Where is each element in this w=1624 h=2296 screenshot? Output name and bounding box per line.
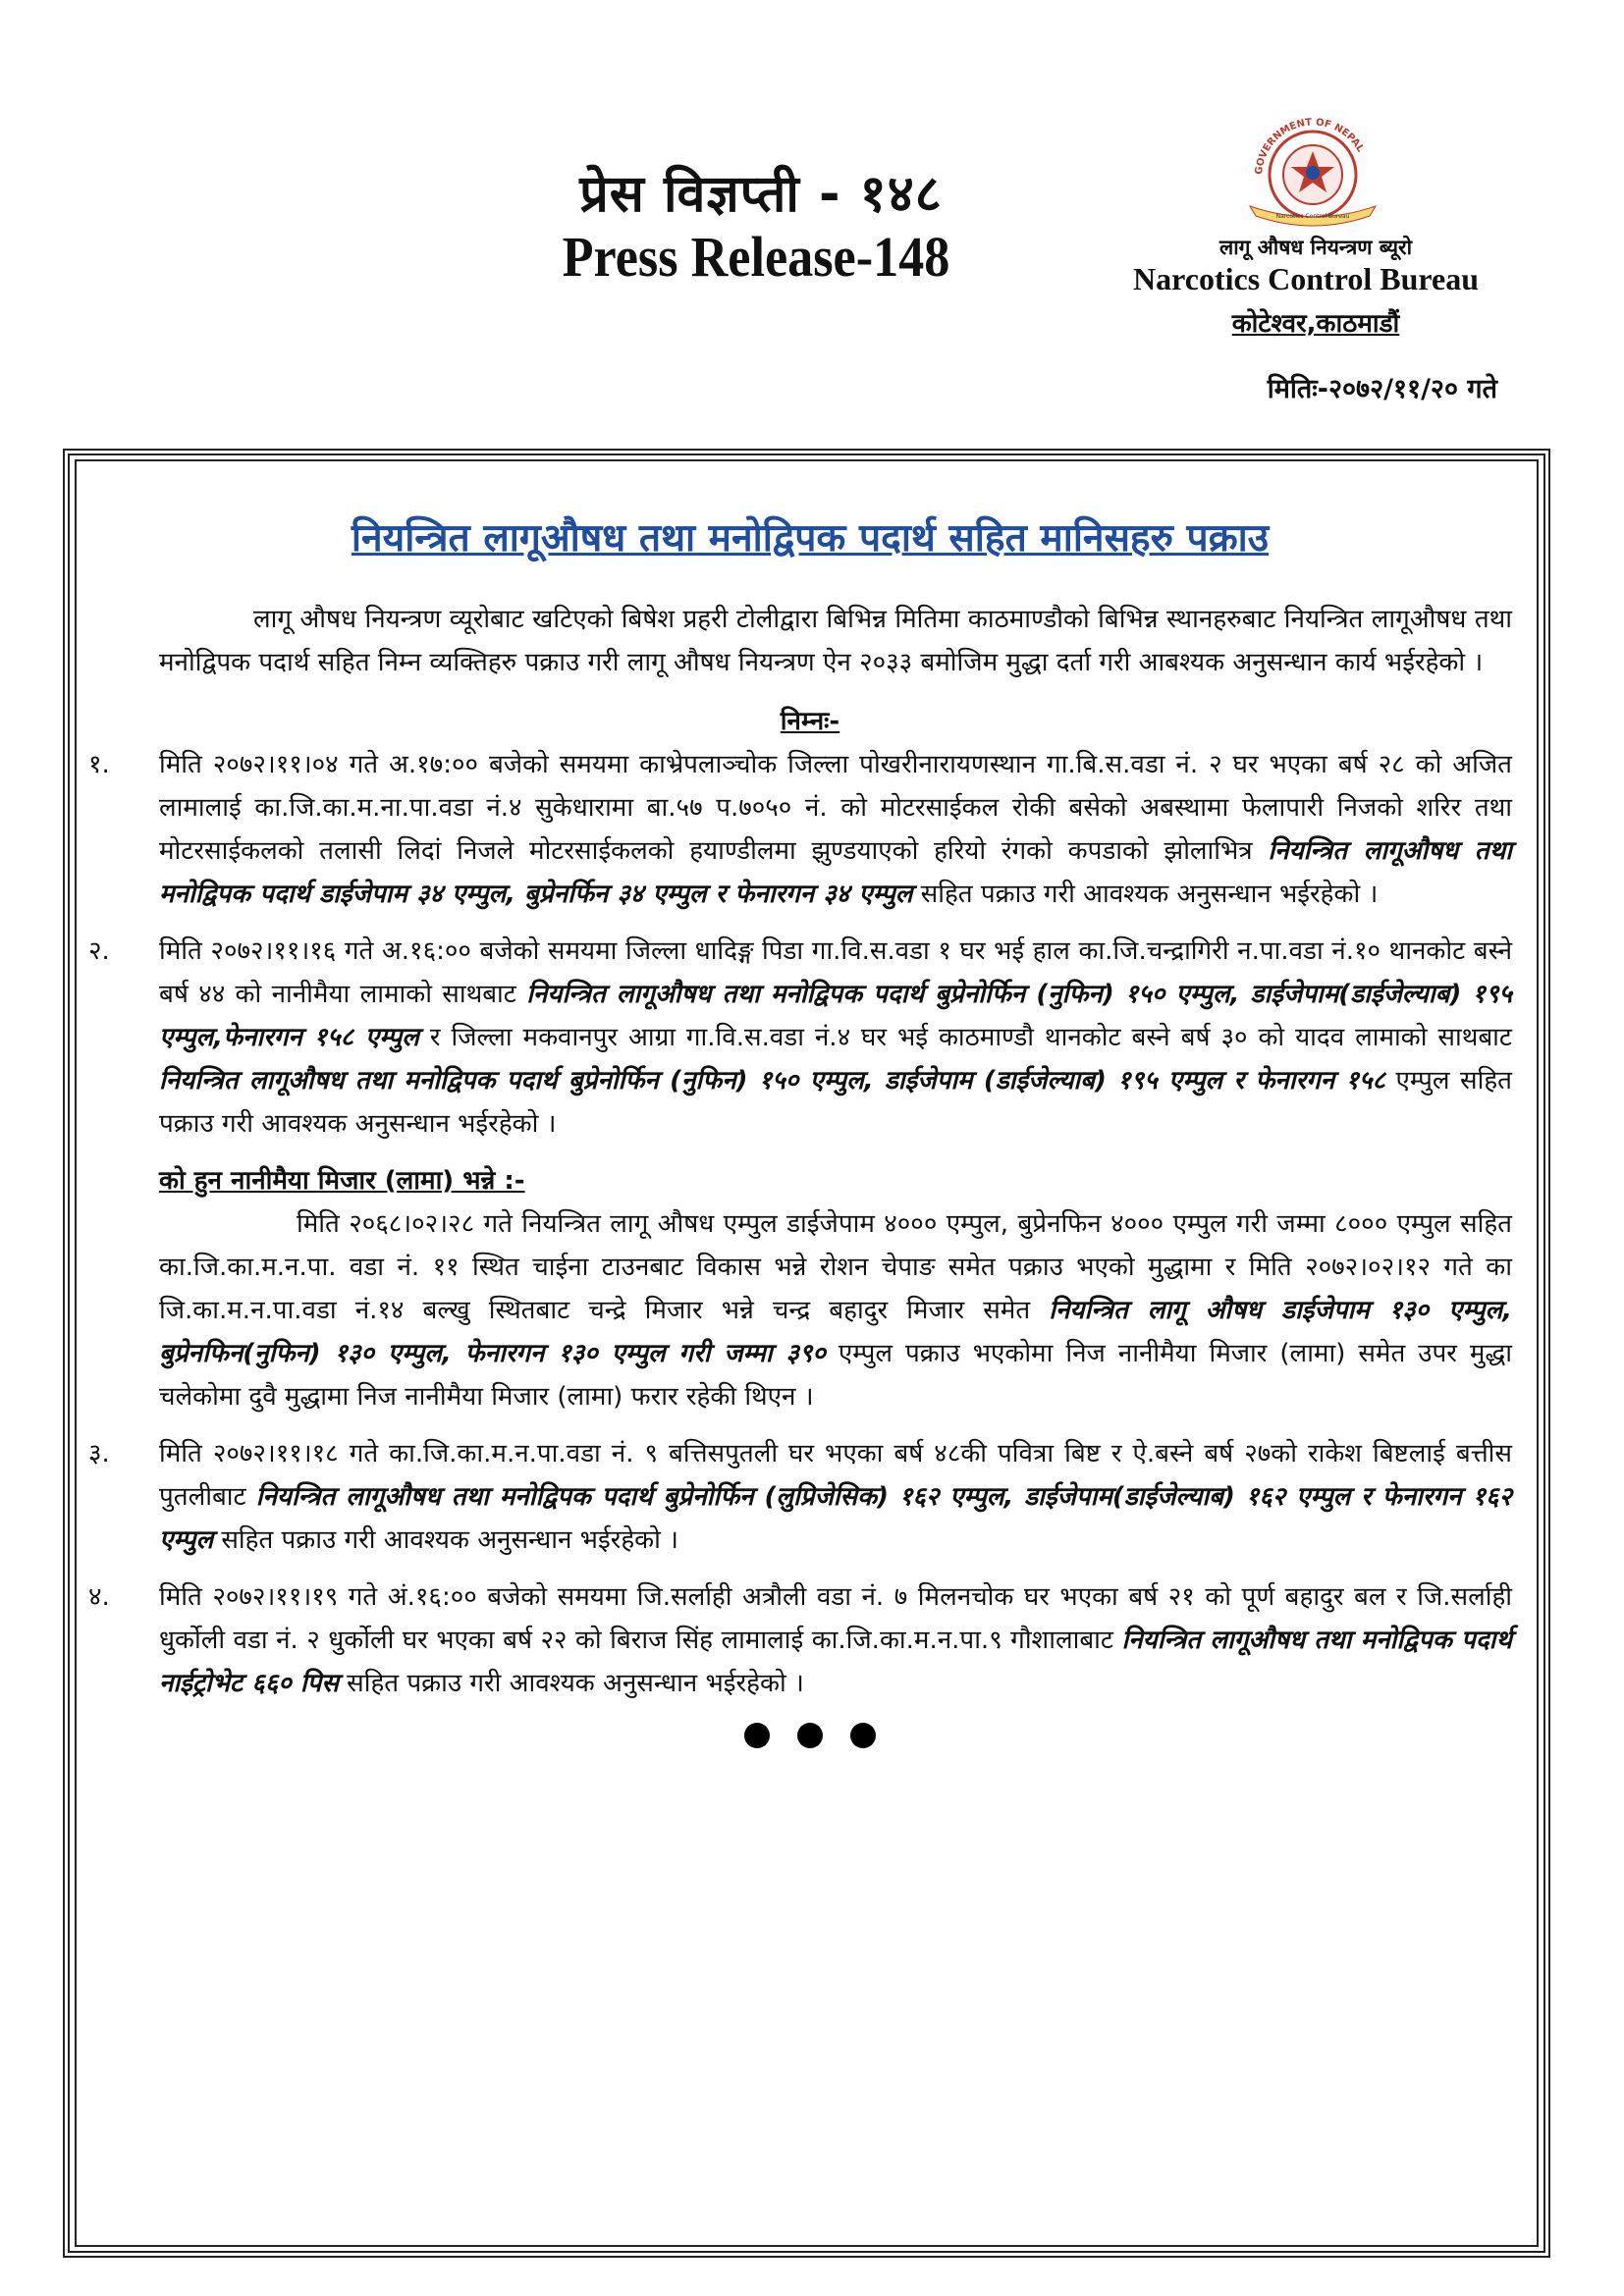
sub-section-seized-substances: नियन्त्रित लागू औषध डाईजेपाम १३० एम्पुल, बुप्रेनफिन(नुफिन) १३० एम्पुल, फेनारगन १३० एम्पुल गरी जम्मा ३९० <box>159 1296 1513 1368</box>
item-text: सहित पक्राउ गरी आवश्यक अनुसन्धान भईरहेको । <box>912 880 1379 909</box>
list-item-number: २. <box>88 936 110 966</box>
list-item-text <box>159 930 1512 1146</box>
item-text: मिति २०७२।११।१९ गते अं.१६:०० बजेको समयमा जि.सर्लाही अत्रौली वडा नं. ७ मिलनचोक घर भएका बर्ष २१ को पूर्ण बहादुर बल र जि.सर्लाही धुर्कोली वडा नं. २ धुर्कोली घर भएका बर्ष २२ को बिराज सिंह लामालाई का.जि.का.म.न.पा.९ गौशालाबाट <box>159 1582 1512 1655</box>
press-release-title-nepali: प्रेस विज्ञप्ती - १४८ <box>579 165 943 224</box>
item-seized-substances: नियन्त्रित लागूऔषध तथा मनोद्विपक पदार्थ बुप्रेनोर्फिन (नुफिन) १५० एम्पुल, डाईजेपाम(डाईजेल्याब) १९५ एम्पुल,फेनारगन १५८ एम्पुल <box>159 980 1512 1052</box>
list-item-number: ४. <box>88 1582 110 1612</box>
organization-name-nepali: लागू औषध नियन्त्रण ब्यूरो <box>1218 236 1413 259</box>
item-seized-substances: नियन्त्रित लागूऔषध तथा मनोद्विपक पदार्थ डाईजेपाम ३४ एम्पुल, बुप्रेनर्फिन ३४ एम्पुल र फेनारगन ३४ एम्पुल <box>159 836 1512 909</box>
end-dot-icon <box>850 1723 876 1748</box>
list-item-text <box>159 1432 1512 1562</box>
sub-section-text: मिति २०६८।०२।२८ गते नियन्त्रित लागू औषध एम्पुल डाईजेपाम ४००० एम्पुल, बुप्रेनफिन ४००० एम्पुल गरी जम्मा ८००० एम्पुल सहित का.जि.का.म.न.पा. वडा नं. ११ स्थित चाईना टाउनबाट विकास भन्ने रोशन चेपाङ समेत पक्राउ भएको मुद्धामा र मिति २०७२।०२।१२ गते का जि.का.म.न.पा.वडा नं.१४ बल्खु स्थितबाट चन्द्रे मिजार भन्ने चन्द्र बहादुर मिजार समेत <box>159 1209 1512 1325</box>
end-marker <box>88 1723 1532 1752</box>
list-item <box>88 743 1532 916</box>
emblem-banner-text: Narcotics Control Bureau <box>1275 213 1350 220</box>
government-emblem-icon <box>1232 108 1394 231</box>
list-item <box>88 930 1532 1146</box>
list-item <box>88 1432 1532 1562</box>
release-date: मितिः-२०७२/११/२० गते <box>1267 374 1497 404</box>
item-text: मिति २०७२।११।१८ गते का.जि.का.म.न.पा.वडा नं. ९ बत्तिसपुतली घर भएका बर्ष ४८की पवित्रा बिष्ट र ऐ.बस्ने बर्ष २७को राकेश बिष्टलाई बत्तीस पुतलीबाट <box>159 1439 1512 1512</box>
sub-section-heading: को हुन नानीमैया मिजार (लामा) भन्ने :- <box>159 1166 525 1196</box>
item-text: र जिल्ला मकवानपुर आग्रा गा.वि.स.वडा नं.४ घर भई काठमाण्डौ थानकोट बस्ने बर्ष ३० को यादव लामाको साथबाट <box>418 1023 1512 1052</box>
end-dot-icon <box>744 1723 770 1748</box>
intro-paragraph: लागू औषध नियन्त्रण व्यूरोबाट खटिएको बिषेश प्रहरी टोलीद्वारा बिभिन्न मितिमा काठमाण्डौको बिभिन्न स्थानहरुबाट नियन्त्रित लागूऔषध तथा मनोद्विपक पदार्थ सहित निम्न व्यक्तिहरु पक्राउ गरी लागू औषध नियन्त्रण ऐन २०३३ बमोजिम मुद्धा दर्ता गरी आबश्यक अनुसन्धान कार्य भईरहेको । <box>159 605 1512 677</box>
organization-address-text: कोटेश्वर,काठमाडौं <box>1231 309 1400 339</box>
item-text: मिति २०७२।११।०४ गते अ.१७:०० बजेको समयमा काभ्रेपलाञ्चोक जिल्ला पोखरीनारायणस्थान गा.बि.स.वडा नं. २ घर भएका बर्ष २८ को अजित लामालाई का.जि.का.म.ना.पा.वडा नं.४ सुकेधारामा बा.५७ प.७०५० नं. को मोटरसाईकल रोकी बसेको अबस्थामा फेलापारी निजको शरिर तथा मोटरसाईकलको तलासी लिदां निजले मोटरसाईकलको हयाण्डीलमा झुण्डयाएको हरियो रंगको कपडाको झोलाभित्र <box>159 750 1512 866</box>
organization-name-english: Narcotics Control Bureau <box>1133 261 1479 296</box>
item-text: मिति २०७२।११।१६ गते अ.१६:०० बजेको समयमा जिल्ला धादिङ्ग पिडा गा.वि.स.वडा १ घर भई हाल का.जि.चन्द्रागिरी न.पा.वडा नं.१० थानकोट बस्ने बर्ष ४४ को नानीमैया लामाको साथबाट <box>159 936 1512 1009</box>
list-item-text <box>159 743 1512 916</box>
organization-address <box>1129 304 1502 340</box>
item-seized-substances: नियन्त्रित लागूऔषध तथा मनोद्विपक पदार्थ नाईट्रोभेट ६६० पिस <box>159 1626 1512 1698</box>
sub-section-paragraph <box>88 1202 1532 1418</box>
list-item <box>88 1575 1532 1705</box>
press-release-title-english: Press Release-148 <box>562 225 950 289</box>
body-heading: नियन्त्रित लागूऔषध तथा मनोद्विपक पदार्थ सहित मानिसहरु पक्राउ <box>351 516 1270 561</box>
item-text: सहित पक्राउ गरी आवश्यक अनुसन्धान भईरहेको । <box>338 1669 804 1698</box>
sub-section-text: एम्पुल पक्राउ भएकोमा निज नानीमैया मिजार (लामा) समेत उपर मुद्धा चलेकोमा दुवै मुद्धामा निज नानीमैया मिजार (लामा) फरार रहेकी थिएन । <box>159 1339 1512 1412</box>
list-item-text <box>159 1575 1512 1705</box>
emblem-text: GOVERNMENT OF NEPAL <box>1253 117 1366 176</box>
list-item-number: ३. <box>88 1439 110 1468</box>
item-seized-substances: नियन्त्रित लागूऔषध तथा मनोद्विपक पदार्थ बुप्रेनोर्फिन (नुफिन) १५० एम्पुल, डाईजेपाम (डाईजेल्याब) १९५ एम्पुल र फेनारगन १५८ <box>159 1066 1385 1095</box>
list-item-number: १. <box>88 750 110 779</box>
item-text: सहित पक्राउ गरी आवश्यक अनुसन्धान भईरहेको । <box>213 1525 678 1555</box>
item-seized-substances: नियन्त्रित लागूऔषध तथा मनोद्विपक पदार्थ बुप्रेनोर्फिन (लुप्रिजेसिक) १६२ एम्पुल, डाईजेपाम(डाईजेल्याब) १६२ एम्पुल र फेनारगन १६२ एम्पुल <box>159 1482 1512 1555</box>
item-text: एम्पुल सहित पक्राउ गरी आवश्यक अनुसन्धान भईरहेको । <box>159 1066 1512 1139</box>
press-release-body <box>88 510 1532 1752</box>
list-label: निम्नः- <box>780 707 840 736</box>
end-dot-icon <box>797 1723 823 1748</box>
